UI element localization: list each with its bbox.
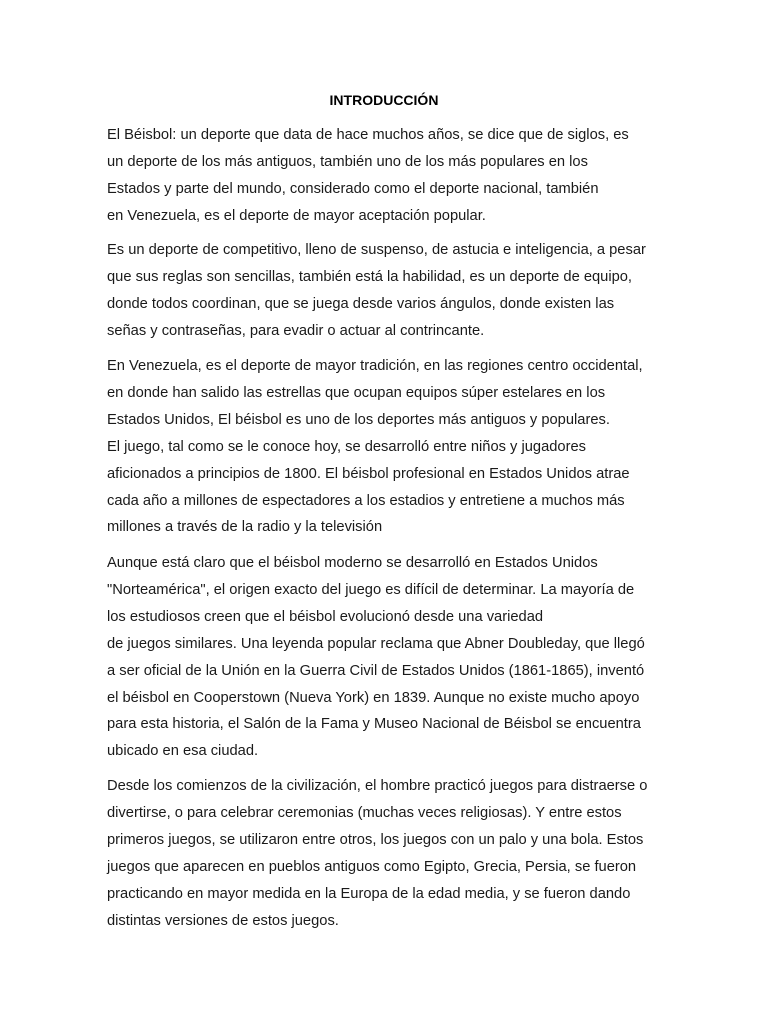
paragraph-line: millones a través de la radio y la televisión — [107, 519, 383, 536]
paragraph-4 — [107, 550, 645, 765]
paragraph-line: En Venezuela, es el deporte de mayor tradición, en las regiones centro occidental, — [107, 358, 643, 374]
paragraph-3 — [107, 353, 643, 541]
paragraph-line: aficionados a principios de 1800. El béisbol profesional en Estados Unidos atrae — [107, 465, 630, 482]
paragraph-line: que sus reglas son sencillas, también está la habilidad, es un deporte de equipo, — [107, 268, 633, 285]
paragraph-line: Desde los comienzos de la civilización, el hombre practicó juegos para distraerse o — [107, 778, 648, 794]
paragraph-line: Aunque está claro que el béisbol moderno se desarrolló en Estados Unidos — [107, 555, 598, 571]
paragraph-line: el béisbol en Cooperstown (Nueva York) en 1839. Aunque no existe mucho apoyo — [107, 689, 640, 706]
paragraph-line: practicando en mayor medida en la Europa de la edad media, y se fueron dando — [107, 885, 631, 902]
document-title: INTRODUCCIÓN — [329, 92, 439, 108]
paragraph-line: Es un deporte de competitivo, lleno de suspenso, de astucia e inteligencia, a pesar — [107, 242, 646, 258]
paragraph-line: donde todos coordinan, que se juega desde varios ángulos, donde existen las — [107, 295, 615, 312]
paragraph-2 — [107, 237, 646, 345]
paragraph-line: para esta historia, el Salón de la Fama y Museo Nacional de Béisbol se encuentra — [107, 716, 641, 733]
paragraph-line: a ser oficial de la Unión en la Guerra Civil de Estados Unidos (1861-1865), inventó — [107, 662, 645, 679]
paragraph-line: Estados y parte del mundo, considerado como el deporte nacional, también — [107, 180, 599, 197]
paragraph-line: El Béisbol: un deporte que data de hace muchos años, se dice que de siglos, es — [107, 127, 629, 143]
paragraph-line: señas y contraseñas, para evadir o actuar al contrincante. — [107, 322, 485, 339]
paragraph-line: los estudiosos creen que el béisbol evolucionó desde una variedad — [107, 608, 544, 625]
paragraph-line: un deporte de los más antiguos, también uno de los más populares en los — [107, 153, 588, 170]
paragraph-line: "Norteamérica", el origen exacto del juego es difícil de determinar. La mayoría de — [107, 581, 635, 598]
paragraph-line: de juegos similares. Una leyenda popular reclama que Abner Doubleday, que llegó — [107, 635, 645, 652]
paragraph-line: ubicado en esa ciudad. — [107, 743, 259, 760]
paragraph-line: primeros juegos, se utilizaron entre otros, los juegos con un palo y una bola. Estos — [107, 831, 644, 848]
paragraph-line: distintas versiones de estos juegos. — [107, 912, 339, 929]
paragraph-line: juegos que aparecen en pueblos antiguos como Egipto, Grecia, Persia, se fueron — [107, 858, 637, 875]
paragraph-5 — [107, 773, 647, 934]
paragraph-1 — [107, 122, 629, 230]
paragraph-line: divertirse, o para celebrar ceremonias (muchas veces religiosas). Y entre estos — [107, 804, 622, 821]
paragraph-line: El juego, tal como se le conoce hoy, se desarrolló entre niños y jugadores — [107, 438, 586, 455]
paragraph-line: Estados Unidos, El béisbol es uno de los deportes más antiguos y populares. — [107, 411, 610, 428]
paragraph-line: en donde han salido las estrellas que ocupan equipos súper estelares en los — [107, 384, 606, 401]
paragraph-line: en Venezuela, es el deporte de mayor aceptación popular. — [107, 207, 486, 224]
paragraph-line: cada año a millones de espectadores a los estadios y entretiene a muchos más — [107, 492, 625, 509]
